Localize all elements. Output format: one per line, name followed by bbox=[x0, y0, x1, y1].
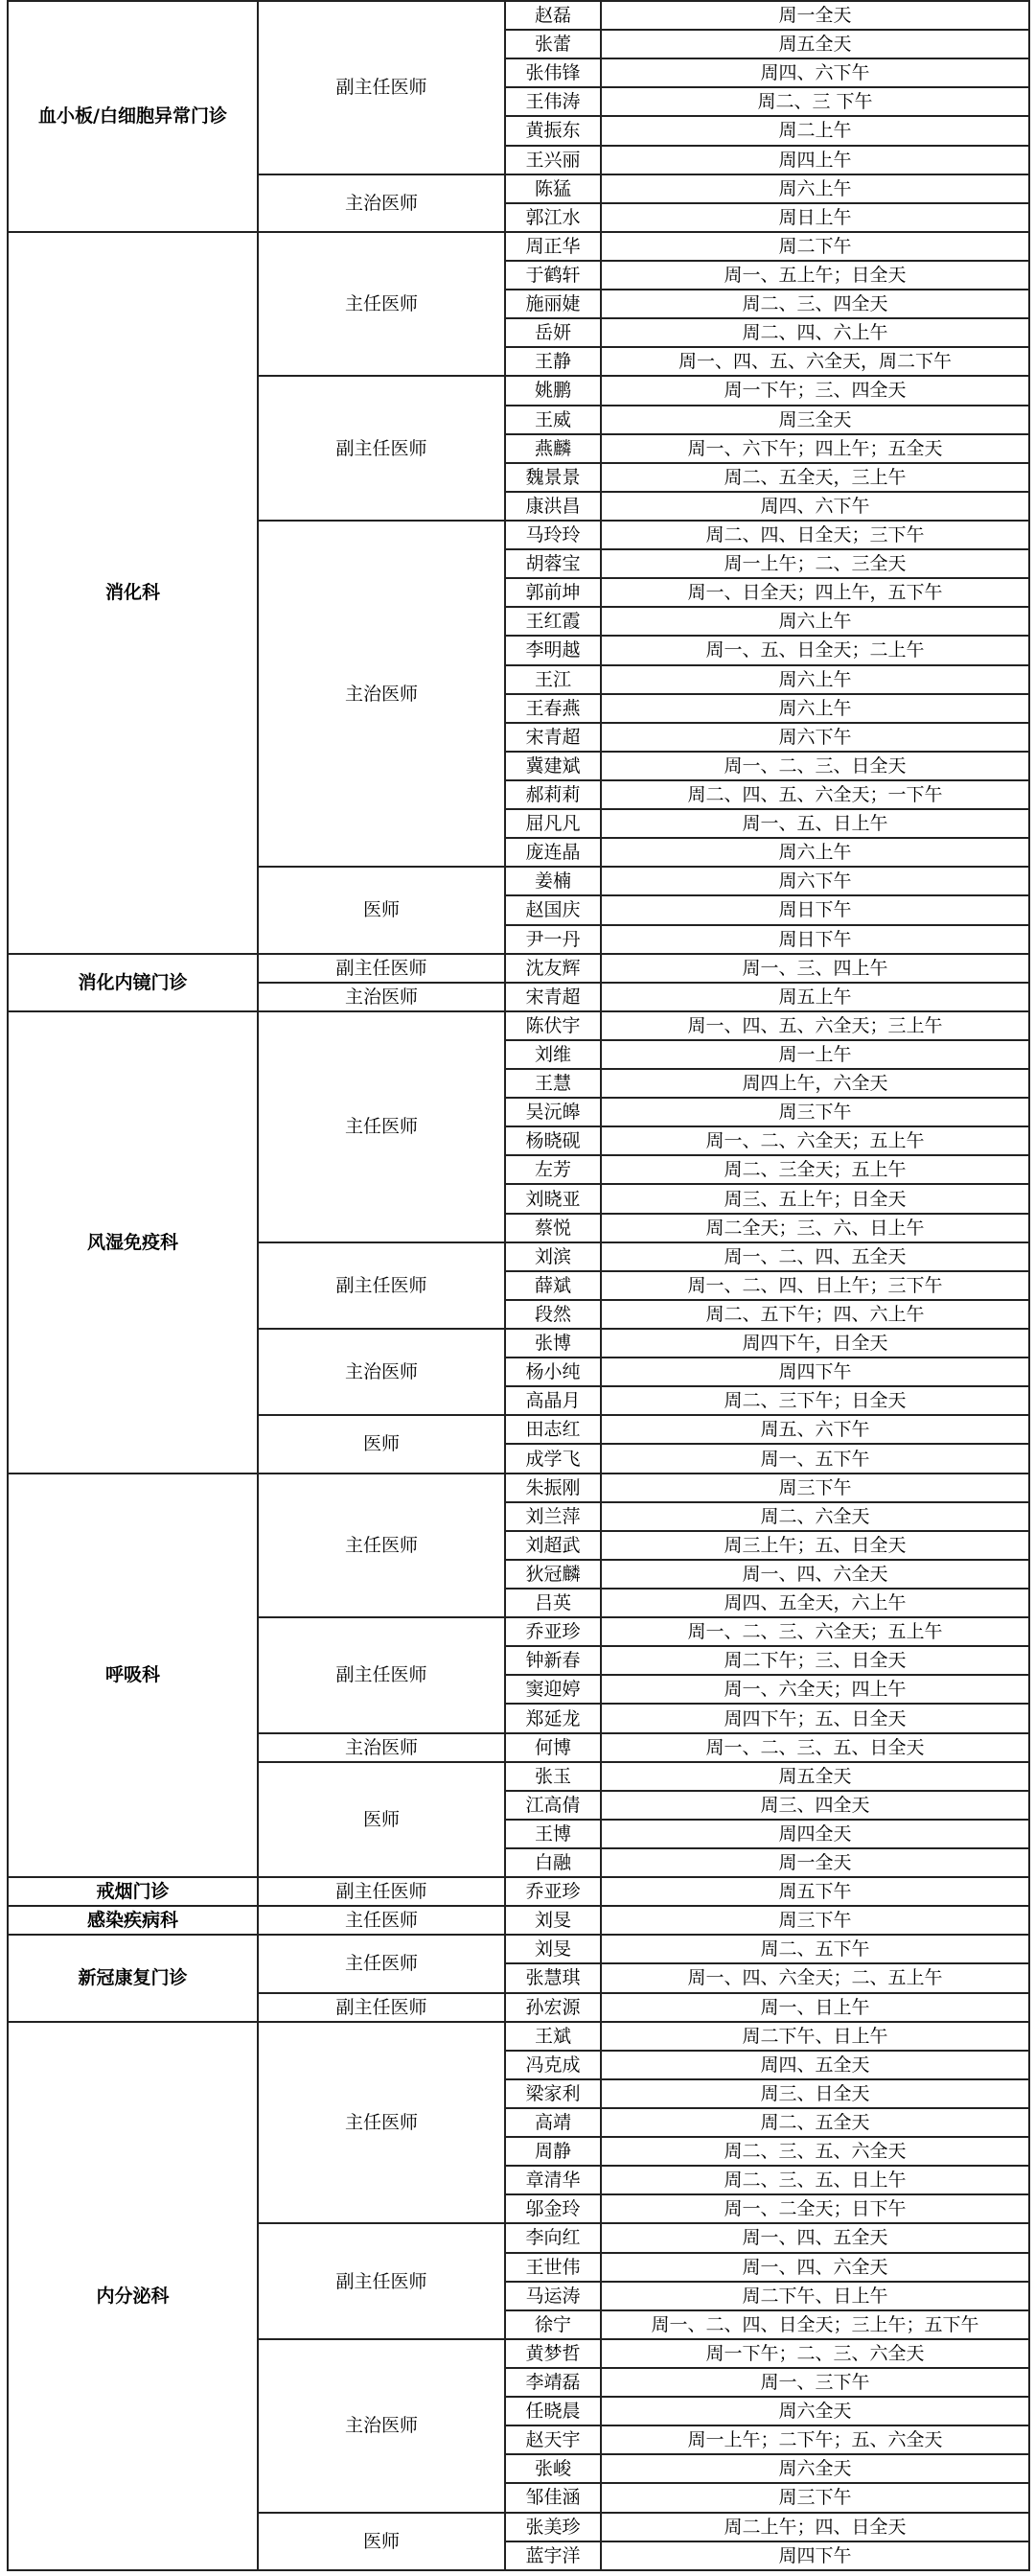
doctor-name: 李明越 bbox=[505, 636, 601, 664]
clinic-time: 周六上午 bbox=[601, 838, 1029, 867]
doctor-name: 王世伟 bbox=[505, 2253, 601, 2282]
schedule-body bbox=[8, 1, 1029, 2570]
clinic-time: 周一、五、日全天；二上午 bbox=[601, 636, 1029, 664]
clinic-time: 周日上午 bbox=[601, 203, 1029, 232]
doctor-title: 副主任医师 bbox=[258, 1993, 505, 2022]
clinic-time: 周四、六下午 bbox=[601, 492, 1029, 521]
clinic-time: 周一上午；二、三全天 bbox=[601, 549, 1029, 578]
table-row bbox=[8, 1906, 1029, 1935]
clinic-time: 周四上午 bbox=[601, 146, 1029, 174]
clinic-time: 周一、日全天；四上午，五下午 bbox=[601, 578, 1029, 607]
doctor-name: 段然 bbox=[505, 1300, 601, 1329]
doctor-name: 张博 bbox=[505, 1329, 601, 1358]
clinic-time: 周一、五、日上午 bbox=[601, 809, 1029, 838]
doctor-name: 郭前坤 bbox=[505, 578, 601, 607]
doctor-title: 医师 bbox=[258, 2513, 505, 2570]
doctor-name: 王威 bbox=[505, 406, 601, 434]
clinic-time: 周三下午 bbox=[601, 1098, 1029, 1126]
clinic-time: 周四全天 bbox=[601, 1820, 1029, 1848]
clinic-time: 周四、五全天 bbox=[601, 2051, 1029, 2079]
doctor-name: 王红霞 bbox=[505, 607, 601, 636]
doctor-name: 郭江水 bbox=[505, 203, 601, 232]
clinic-time: 周三上午；五、日全天 bbox=[601, 1531, 1029, 1560]
clinic-time: 周六上午 bbox=[601, 607, 1029, 636]
doctor-title: 副主任医师 bbox=[258, 1, 505, 174]
table-row bbox=[8, 1877, 1029, 1906]
doctor-title: 副主任医师 bbox=[258, 1617, 505, 1732]
clinic-time: 周三全天 bbox=[601, 406, 1029, 434]
clinic-time: 周一下午；二、三、六全天 bbox=[601, 2339, 1029, 2368]
doctor-title: 主任医师 bbox=[258, 2022, 505, 2224]
doctor-name: 乔亚珍 bbox=[505, 1877, 601, 1906]
clinic-time: 周二、三、四全天 bbox=[601, 290, 1029, 318]
doctor-title: 副主任医师 bbox=[258, 954, 505, 983]
doctor-name: 狄冠麟 bbox=[505, 1560, 601, 1589]
doctor-name: 马运涛 bbox=[505, 2282, 601, 2310]
clinic-time: 周二下午；三、日全天 bbox=[601, 1646, 1029, 1675]
clinic-time: 周一、四、五、六全天，周二下午 bbox=[601, 347, 1029, 376]
doctor-name: 何博 bbox=[505, 1733, 601, 1762]
doctor-title: 主任医师 bbox=[258, 1474, 505, 1618]
doctor-name: 刘维 bbox=[505, 1040, 601, 1069]
doctor-name: 张蕾 bbox=[505, 30, 601, 58]
doctor-name: 薛斌 bbox=[505, 1271, 601, 1300]
clinic-time: 周一、日上午 bbox=[601, 1993, 1029, 2022]
clinic-time: 周二上午 bbox=[601, 116, 1029, 145]
doctor-name: 周正华 bbox=[505, 232, 601, 261]
doctor-title: 主治医师 bbox=[258, 1733, 505, 1762]
clinic-time: 周四下午，日全天 bbox=[601, 1329, 1029, 1358]
doctor-name: 杨小纯 bbox=[505, 1358, 601, 1386]
clinic-time: 周一、五上午；日全天 bbox=[601, 261, 1029, 290]
clinic-time: 周二、四、日全天；三下午 bbox=[601, 521, 1029, 549]
doctor-name: 邬金玲 bbox=[505, 2194, 601, 2223]
doctor-name: 姜楠 bbox=[505, 867, 601, 895]
doctor-name: 沈友辉 bbox=[505, 954, 601, 983]
doctor-name: 刘超武 bbox=[505, 1531, 601, 1560]
doctor-name: 白融 bbox=[505, 1848, 601, 1877]
doctor-name: 吕英 bbox=[505, 1589, 601, 1617]
clinic-time: 周日下午 bbox=[601, 925, 1029, 954]
doctor-name: 张慧琪 bbox=[505, 1963, 601, 1992]
doctor-title: 主任医师 bbox=[258, 232, 505, 377]
doctor-name: 高靖 bbox=[505, 2108, 601, 2137]
doctor-name: 左芳 bbox=[505, 1155, 601, 1184]
doctor-name: 屈凡凡 bbox=[505, 809, 601, 838]
doctor-name: 梁家利 bbox=[505, 2079, 601, 2108]
doctor-name: 刘旻 bbox=[505, 1906, 601, 1935]
department-name: 血小板/白细胞异常门诊 bbox=[8, 1, 258, 232]
clinic-time: 周二下午 bbox=[601, 232, 1029, 261]
doctor-name: 郝莉莉 bbox=[505, 780, 601, 809]
clinic-time: 周四下午 bbox=[601, 2541, 1029, 2570]
clinic-time: 周二、五下午；四、六上午 bbox=[601, 1300, 1029, 1329]
clinic-time: 周一、六下午；四上午；五全天 bbox=[601, 434, 1029, 463]
doctor-name: 黄梦哲 bbox=[505, 2339, 601, 2368]
schedule-table bbox=[7, 0, 1030, 2571]
doctor-name: 孙宏源 bbox=[505, 1993, 601, 2022]
clinic-time: 周四下午 bbox=[601, 1358, 1029, 1386]
doctor-name: 徐宁 bbox=[505, 2310, 601, 2339]
doctor-name: 黄振东 bbox=[505, 116, 601, 145]
clinic-time: 周一、五下午 bbox=[601, 1444, 1029, 1473]
department-name: 消化科 bbox=[8, 232, 258, 954]
doctor-name: 刘兰萍 bbox=[505, 1502, 601, 1531]
doctor-name: 王静 bbox=[505, 347, 601, 376]
table-row bbox=[8, 1474, 1029, 1502]
doctor-name: 吴沅皞 bbox=[505, 1098, 601, 1126]
doctor-name: 章清华 bbox=[505, 2166, 601, 2194]
clinic-time: 周一全天 bbox=[601, 1848, 1029, 1877]
doctor-title: 主任医师 bbox=[258, 1011, 505, 1242]
doctor-name: 刘晓亚 bbox=[505, 1184, 601, 1213]
doctor-name: 王博 bbox=[505, 1820, 601, 1848]
clinic-time: 周六上午 bbox=[601, 174, 1029, 203]
clinic-time: 周二、四、五、六全天；一下午 bbox=[601, 780, 1029, 809]
clinic-time: 周一、三、四上午 bbox=[601, 954, 1029, 983]
doctor-title: 主任医师 bbox=[258, 1906, 505, 1935]
doctor-name: 庞连晶 bbox=[505, 838, 601, 867]
doctor-name: 张美珍 bbox=[505, 2513, 601, 2541]
clinic-time: 周一、四、六全天；二、五上午 bbox=[601, 1963, 1029, 1992]
doctor-title: 副主任医师 bbox=[258, 1242, 505, 1329]
clinic-time: 周二下午、日上午 bbox=[601, 2022, 1029, 2051]
table-row bbox=[8, 954, 1029, 983]
doctor-name: 魏景景 bbox=[505, 463, 601, 492]
department-name: 风湿免疫科 bbox=[8, 1011, 258, 1474]
clinic-time: 周一、四、六全天 bbox=[601, 1560, 1029, 1589]
doctor-title: 医师 bbox=[258, 1762, 505, 1877]
clinic-time: 周一、二、三、六全天；五上午 bbox=[601, 1617, 1029, 1646]
doctor-name: 康洪昌 bbox=[505, 492, 601, 521]
clinic-time: 周二、三全天；五上午 bbox=[601, 1155, 1029, 1184]
clinic-time: 周六全天 bbox=[601, 2454, 1029, 2483]
doctor-title: 主治医师 bbox=[258, 521, 505, 867]
clinic-time: 周一、二、四、日上午；三下午 bbox=[601, 1271, 1029, 1300]
clinic-time: 周二、三、五、六全天 bbox=[601, 2137, 1029, 2166]
doctor-name: 成学飞 bbox=[505, 1444, 601, 1473]
clinic-time: 周三下午 bbox=[601, 1474, 1029, 1502]
doctor-name: 岳妍 bbox=[505, 318, 601, 347]
doctor-name: 蔡悦 bbox=[505, 1214, 601, 1242]
clinic-time: 周二、三下午；日全天 bbox=[601, 1386, 1029, 1415]
department-name: 呼吸科 bbox=[8, 1474, 258, 1878]
clinic-time: 周一、二、三、日全天 bbox=[601, 752, 1029, 780]
doctor-name: 赵国庆 bbox=[505, 895, 601, 924]
clinic-time: 周一、四、五、六全天；三上午 bbox=[601, 1011, 1029, 1040]
clinic-time: 周二、五全天 bbox=[601, 2108, 1029, 2137]
doctor-name: 冀建斌 bbox=[505, 752, 601, 780]
clinic-time: 周四、五全天，六上午 bbox=[601, 1589, 1029, 1617]
clinic-time: 周四、六下午 bbox=[601, 58, 1029, 87]
clinic-time: 周一上午 bbox=[601, 1040, 1029, 1069]
department-name: 内分泌科 bbox=[8, 2022, 258, 2570]
doctor-title: 副主任医师 bbox=[258, 1877, 505, 1906]
doctor-name: 邹佳涵 bbox=[505, 2483, 601, 2512]
clinic-time: 周二、五全天，三上午 bbox=[601, 463, 1029, 492]
clinic-time: 周四上午，六全天 bbox=[601, 1069, 1029, 1098]
department-name: 感染疾病科 bbox=[8, 1906, 258, 1935]
table-row bbox=[8, 232, 1029, 261]
clinic-time: 周二、五下午 bbox=[601, 1935, 1029, 1963]
doctor-title: 副主任医师 bbox=[258, 2223, 505, 2338]
table-row bbox=[8, 1011, 1029, 1040]
table-row bbox=[8, 1, 1029, 30]
clinic-time: 周五下午 bbox=[601, 1877, 1029, 1906]
clinic-time: 周四下午；五、日全天 bbox=[601, 1704, 1029, 1732]
doctor-name: 姚鹏 bbox=[505, 376, 601, 405]
clinic-time: 周一、二、六全天；五上午 bbox=[601, 1126, 1029, 1155]
clinic-time: 周三下午 bbox=[601, 2483, 1029, 2512]
table-row bbox=[8, 1935, 1029, 1963]
clinic-time: 周一、二全天；日下午 bbox=[601, 2194, 1029, 2223]
doctor-name: 张伟锋 bbox=[505, 58, 601, 87]
clinic-time: 周二下午、日上午 bbox=[601, 2282, 1029, 2310]
doctor-title: 副主任医师 bbox=[258, 376, 505, 521]
doctor-name: 蓝宇洋 bbox=[505, 2541, 601, 2570]
doctor-name: 胡蓉宝 bbox=[505, 549, 601, 578]
doctor-name: 王春燕 bbox=[505, 694, 601, 723]
department-name: 消化内镜门诊 bbox=[8, 954, 258, 1011]
clinic-time: 周二、四、六上午 bbox=[601, 318, 1029, 347]
doctor-name: 冯克成 bbox=[505, 2051, 601, 2079]
doctor-title: 主治医师 bbox=[258, 174, 505, 232]
doctor-name: 王斌 bbox=[505, 2022, 601, 2051]
doctor-title: 医师 bbox=[258, 867, 505, 953]
clinic-time: 周三下午 bbox=[601, 1906, 1029, 1935]
doctor-title: 主任医师 bbox=[258, 1935, 505, 1992]
doctor-name: 赵天宇 bbox=[505, 2425, 601, 2454]
doctor-name: 施丽婕 bbox=[505, 290, 601, 318]
doctor-title: 主治医师 bbox=[258, 2339, 505, 2513]
department-name: 新冠康复门诊 bbox=[8, 1935, 258, 2021]
clinic-time: 周二上午；四、日全天 bbox=[601, 2513, 1029, 2541]
clinic-time: 周三、四全天 bbox=[601, 1791, 1029, 1820]
clinic-time: 周三、五上午；日全天 bbox=[601, 1184, 1029, 1213]
clinic-time: 周二全天；三、六、日上午 bbox=[601, 1214, 1029, 1242]
doctor-name: 燕麟 bbox=[505, 434, 601, 463]
doctor-name: 江高倩 bbox=[505, 1791, 601, 1820]
doctor-name: 赵磊 bbox=[505, 1, 601, 30]
clinic-time: 周五全天 bbox=[601, 1762, 1029, 1791]
doctor-name: 宋青超 bbox=[505, 723, 601, 752]
doctor-name: 李向红 bbox=[505, 2223, 601, 2252]
doctor-name: 于鹤轩 bbox=[505, 261, 601, 290]
clinic-time: 周一下午；三、四全天 bbox=[601, 376, 1029, 405]
clinic-time: 周一、六全天；四上午 bbox=[601, 1675, 1029, 1704]
clinic-time: 周二、三、五、日上午 bbox=[601, 2166, 1029, 2194]
clinic-time: 周一、二、四、五全天 bbox=[601, 1242, 1029, 1271]
clinic-time: 周六下午 bbox=[601, 723, 1029, 752]
clinic-time: 周一、二、四、日全天；三上午；五下午 bbox=[601, 2310, 1029, 2339]
doctor-name: 王江 bbox=[505, 665, 601, 694]
department-name: 戒烟门诊 bbox=[8, 1877, 258, 1906]
table-row bbox=[8, 2022, 1029, 2051]
doctor-name: 陈伏宇 bbox=[505, 1011, 601, 1040]
doctor-name: 钟新春 bbox=[505, 1646, 601, 1675]
doctor-name: 王伟涛 bbox=[505, 87, 601, 116]
clinic-time: 周五、六下午 bbox=[601, 1415, 1029, 1444]
clinic-time: 周二、六全天 bbox=[601, 1502, 1029, 1531]
clinic-time: 周一全天 bbox=[601, 1, 1029, 30]
doctor-title: 主治医师 bbox=[258, 983, 505, 1011]
doctor-name: 杨晓砚 bbox=[505, 1126, 601, 1155]
clinic-time: 周三、日全天 bbox=[601, 2079, 1029, 2108]
doctor-name: 王兴丽 bbox=[505, 146, 601, 174]
clinic-time: 周一、四、六全天 bbox=[601, 2253, 1029, 2282]
doctor-name: 刘滨 bbox=[505, 1242, 601, 1271]
doctor-name: 刘旻 bbox=[505, 1935, 601, 1963]
doctor-name: 高晶月 bbox=[505, 1386, 601, 1415]
clinic-time: 周六上午 bbox=[601, 665, 1029, 694]
clinic-time: 周五上午 bbox=[601, 983, 1029, 1011]
doctor-name: 张玉 bbox=[505, 1762, 601, 1791]
doctor-title: 主治医师 bbox=[258, 1329, 505, 1415]
doctor-name: 马玲玲 bbox=[505, 521, 601, 549]
clinic-time: 周一、四、五全天 bbox=[601, 2223, 1029, 2252]
doctor-name: 乔亚珍 bbox=[505, 1617, 601, 1646]
doctor-name: 郑延龙 bbox=[505, 1704, 601, 1732]
doctor-name: 李靖磊 bbox=[505, 2368, 601, 2397]
clinic-time: 周日下午 bbox=[601, 895, 1029, 924]
doctor-name: 周静 bbox=[505, 2137, 601, 2166]
doctor-name: 王慧 bbox=[505, 1069, 601, 1098]
doctor-name: 田志红 bbox=[505, 1415, 601, 1444]
doctor-name: 任晓晨 bbox=[505, 2397, 601, 2425]
doctor-name: 宋青超 bbox=[505, 983, 601, 1011]
clinic-time: 周一、三下午 bbox=[601, 2368, 1029, 2397]
doctor-name: 陈猛 bbox=[505, 174, 601, 203]
doctor-title: 医师 bbox=[258, 1415, 505, 1473]
clinic-time: 周一上午；二下午；五、六全天 bbox=[601, 2425, 1029, 2454]
doctor-name: 尹一丹 bbox=[505, 925, 601, 954]
clinic-time: 周一、二、三、五、日全天 bbox=[601, 1733, 1029, 1762]
doctor-name: 张峻 bbox=[505, 2454, 601, 2483]
doctor-name: 朱振刚 bbox=[505, 1474, 601, 1502]
clinic-time: 周二、三 下午 bbox=[601, 87, 1029, 116]
clinic-time: 周六下午 bbox=[601, 867, 1029, 895]
clinic-time: 周六全天 bbox=[601, 2397, 1029, 2425]
clinic-time: 周六上午 bbox=[601, 694, 1029, 723]
doctor-name: 窦迎婷 bbox=[505, 1675, 601, 1704]
clinic-time: 周五全天 bbox=[601, 30, 1029, 58]
